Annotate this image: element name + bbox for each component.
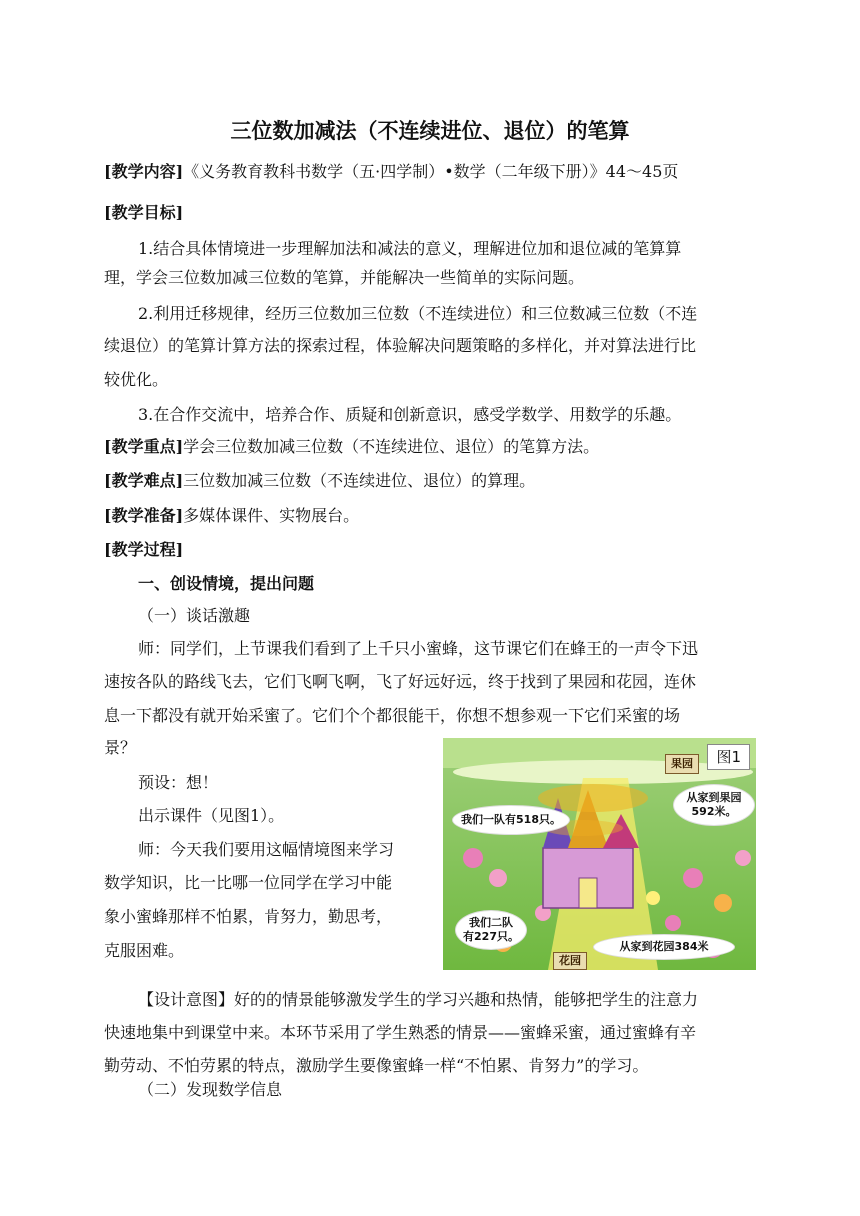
difficulty-row bbox=[104, 470, 535, 492]
figure-label: 图1 bbox=[707, 744, 750, 770]
design-intent-line: 勤劳动、不怕劳累的特点，激励学生要像蜜蜂一样“不怕累、肯努力”的学习。 bbox=[104, 1056, 649, 1075]
paragraph-line: 象小蜜蜂那样不怕累，肯努力，勤思考， bbox=[104, 907, 393, 926]
team2-speech-bubble bbox=[455, 910, 527, 950]
key-point-label: [教学重点] bbox=[104, 437, 184, 456]
orchard-sign: 果园 bbox=[665, 754, 699, 774]
teaching-goals-label: [教学目标] bbox=[104, 203, 184, 222]
design-intent-line: 快速地集中到课堂中来。本环节采用了学生熟悉的情景——蜜蜂采蜜，通过蜜蜂有辛 bbox=[104, 1023, 697, 1042]
paragraph-line: 克服困难。 bbox=[104, 941, 185, 960]
goal-line: 较优化。 bbox=[104, 370, 169, 389]
prep-text: 多媒体课件、实物展台。 bbox=[183, 506, 360, 525]
paragraph-line: 师：同学们，上节课我们看到了上千只小蜜蜂，这节课它们在蜂王的一声令下迅 bbox=[138, 639, 699, 658]
teaching-content-text: 《义务教育教科书数学（五·四学制）•数学（二年级下册）》44～45页 bbox=[183, 162, 679, 181]
orchard-distance-bubble bbox=[673, 784, 755, 826]
difficulty-label: [教学难点] bbox=[104, 471, 184, 490]
key-point-text: 学会三位数加减三位数（不连续进位、退位）的笔算方法。 bbox=[183, 437, 600, 456]
goal-line: 2.利用迁移规律，经历三位数加三位数（不连续进位）和三位数减三位数（不连 bbox=[138, 304, 698, 323]
paragraph-line: 数学知识，比一比哪一位同学在学习中能 bbox=[104, 873, 393, 892]
garden-distance-bubble: 从家到花园384米 bbox=[593, 934, 735, 960]
show-line: 出示课件（见图1）。 bbox=[138, 806, 285, 825]
paragraph-line: 息一下都没有就开始采蜜了。它们个个都很能干，你想不想参观一下它们采蜜的场 bbox=[104, 706, 681, 725]
page-title: 三位数加减法（不连续进位、退位）的笔算 bbox=[230, 118, 630, 143]
prep-label: [教学准备] bbox=[104, 506, 184, 525]
garden-sign: 花园 bbox=[553, 952, 587, 970]
paragraph-line: 速按各队的路线飞去，它们飞啊飞啊，飞了好远好远，终于找到了果园和花园，连休 bbox=[104, 672, 697, 691]
subsection-heading: （二）发现数学信息 bbox=[138, 1080, 283, 1099]
figure-1-scene bbox=[443, 738, 756, 970]
design-intent-line: 【设计意图】好的的情景能够激发学生的学习兴趣和热情，能够把学生的注意力 bbox=[138, 990, 699, 1009]
section-heading: 一、创设情境，提出问题 bbox=[138, 574, 315, 593]
goal-line: 续退位）的笔算计算方法的探索过程，体验解决问题策略的多样化，并对算法进行比 bbox=[104, 336, 697, 355]
goal-line: 1.结合具体情境进一步理解加法和减法的意义，理解进位加和退位减的笔算算 bbox=[138, 239, 682, 258]
subsection-heading: （一）谈话激趣 bbox=[138, 606, 251, 625]
orchard-distance-text: 从家到果园 592米。 bbox=[686, 791, 742, 818]
preset-line: 预设：想！ bbox=[138, 773, 219, 792]
paragraph-line: 景？ bbox=[104, 738, 137, 757]
team1-speech-bubble: 我们一队有518只。 bbox=[452, 805, 570, 835]
teaching-process-label: [教学过程] bbox=[104, 540, 184, 559]
paragraph-line: 师：今天我们要用这幅情境图来学习 bbox=[138, 840, 395, 859]
key-point-row bbox=[104, 436, 599, 458]
goal-line: 3.在合作交流中，培养合作、质疑和创新意识，感受学数学、用数学的乐趣。 bbox=[138, 405, 682, 424]
team2-text: 我们二队 有227只。 bbox=[463, 916, 519, 943]
prep-row bbox=[104, 505, 359, 527]
difficulty-text: 三位数加减三位数（不连续进位、退位）的算理。 bbox=[183, 471, 536, 490]
teaching-content-label: [教学内容] bbox=[104, 162, 184, 181]
teaching-content-row bbox=[104, 161, 678, 183]
goal-line: 理，学会三位数加减三位数的笔算，并能解决一些简单的实际问题。 bbox=[104, 268, 585, 287]
